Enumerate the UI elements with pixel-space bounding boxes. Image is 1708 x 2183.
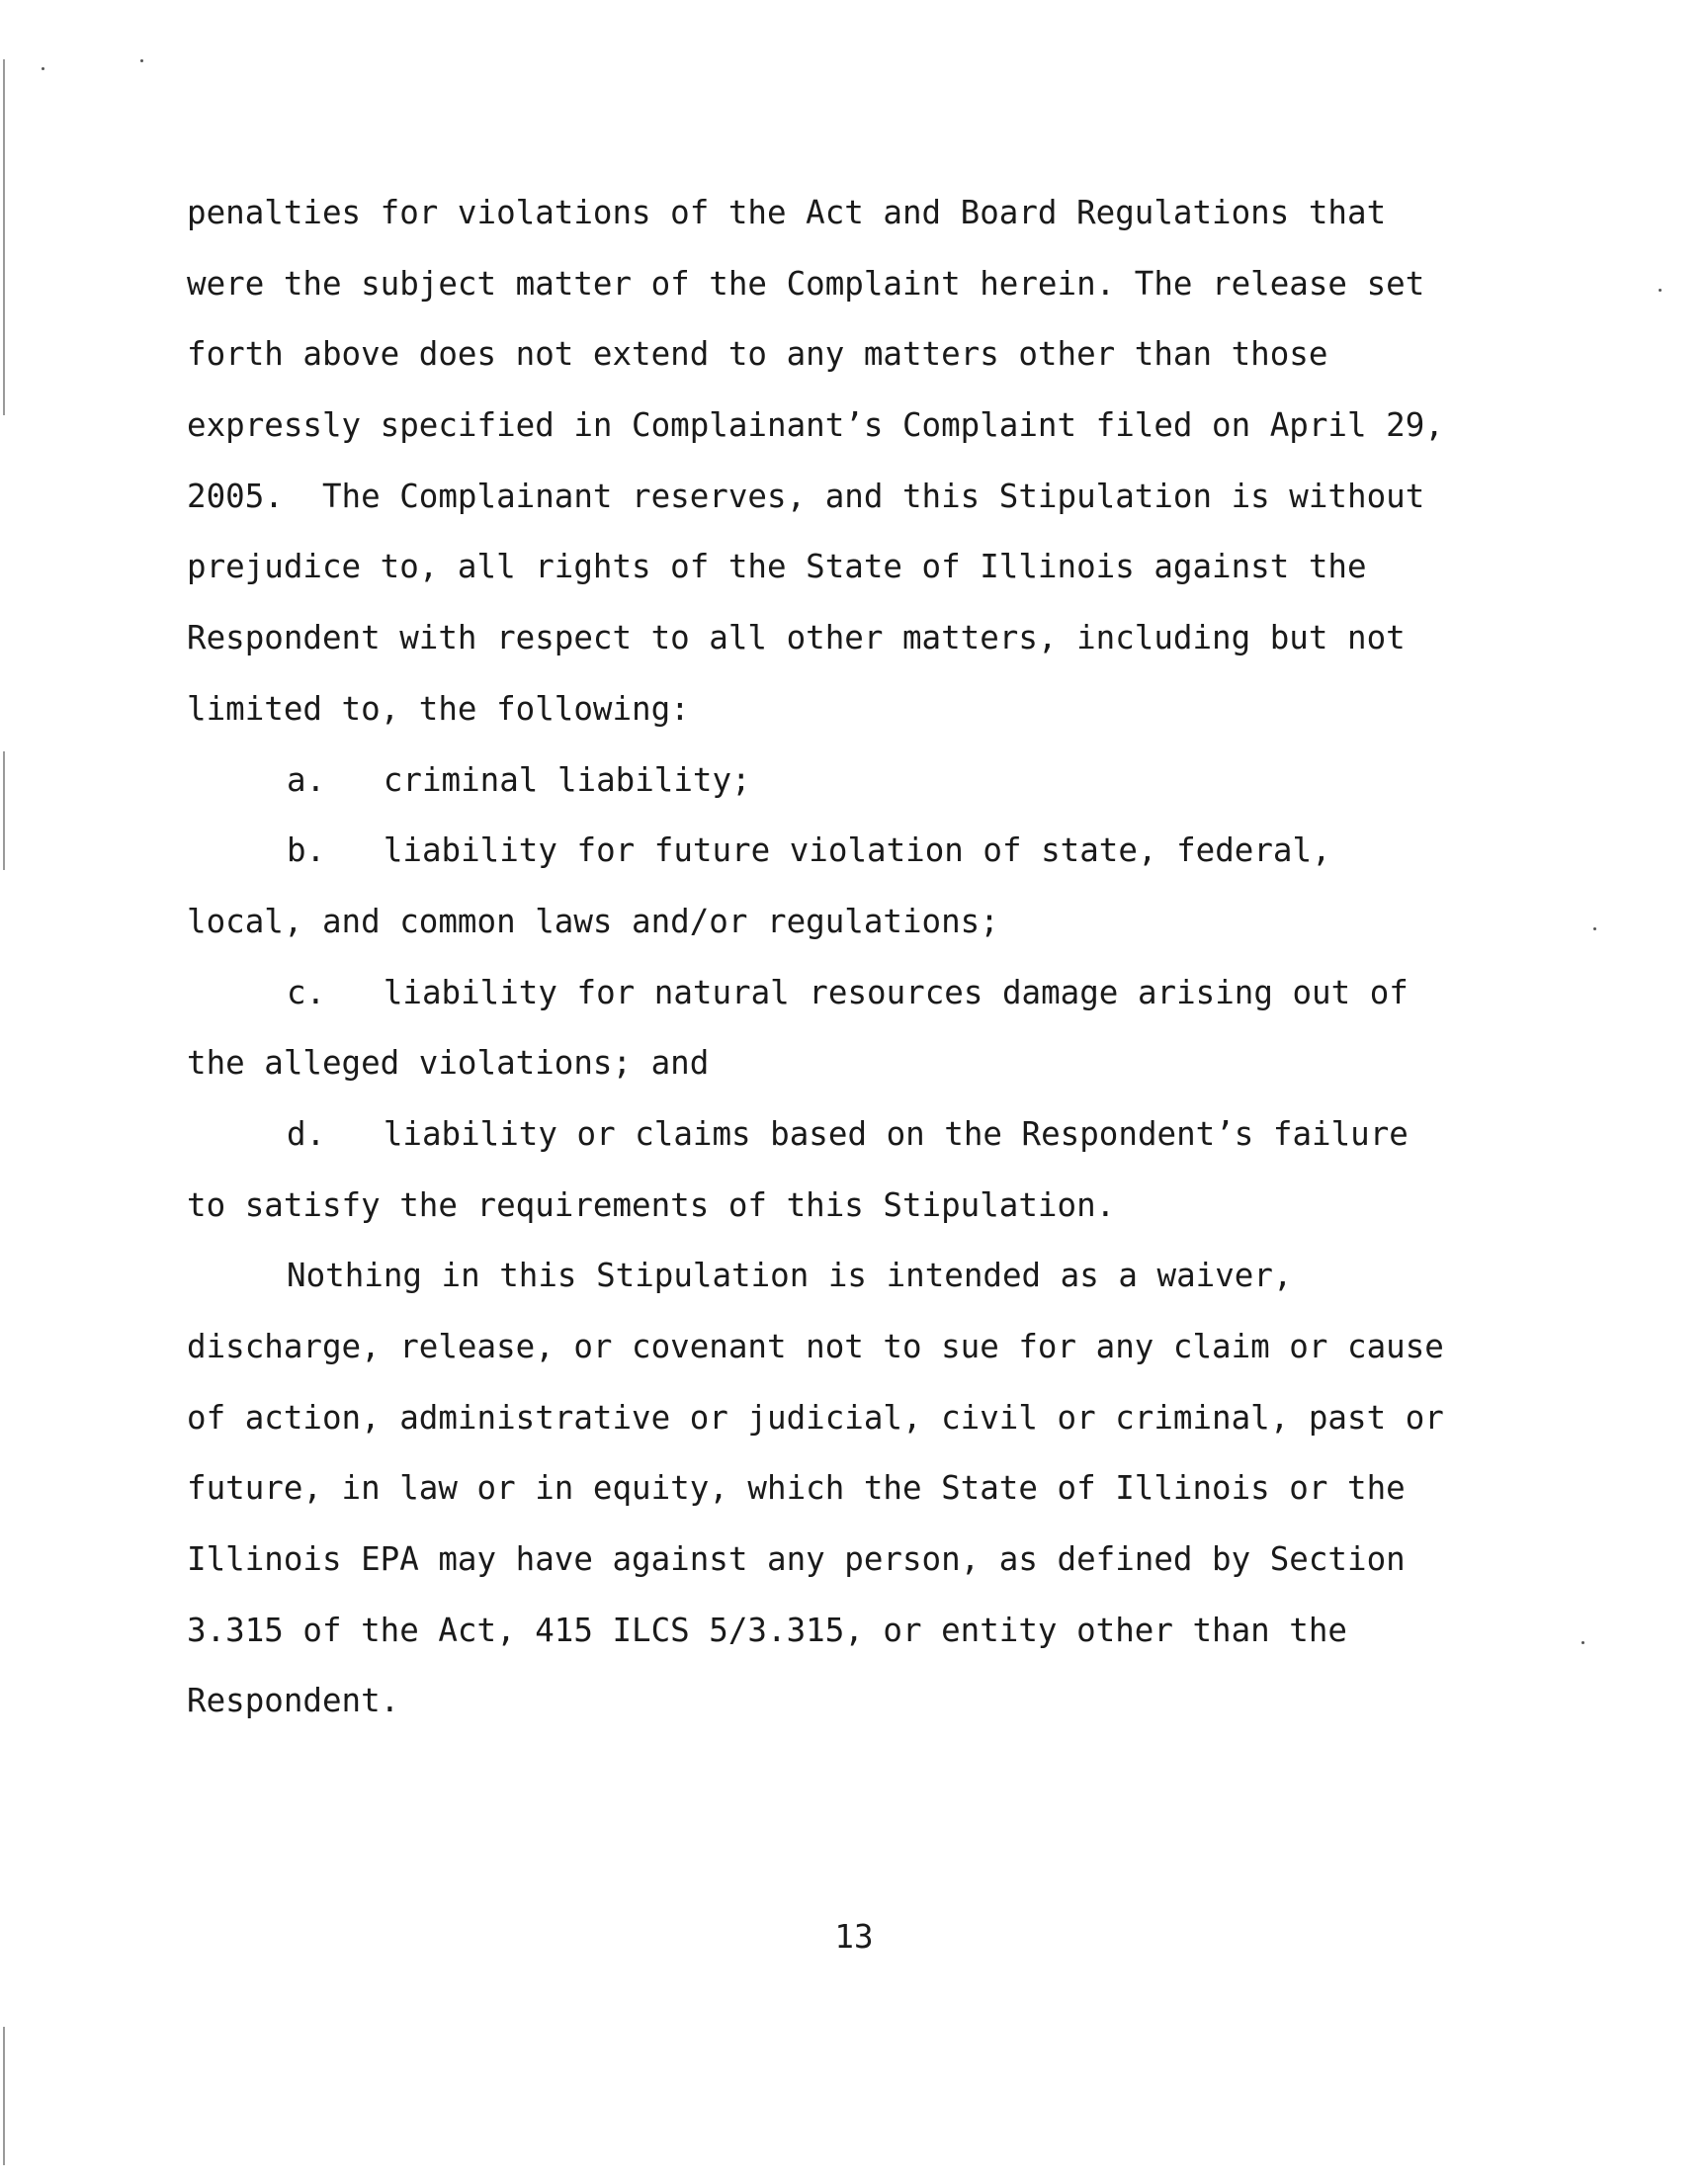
- page-number: 13: [834, 1918, 874, 1956]
- body-line: penalties for violations of the Act and Board Regulations that: [187, 194, 1387, 231]
- list-marker: c.: [287, 973, 326, 1011]
- list-item-text: criminal liability;: [383, 760, 751, 799]
- list-item-text: liability for natural resources damage arising out of: [383, 973, 1409, 1011]
- document-body: [187, 178, 1571, 1737]
- closing-line: 3.315 of the Act, 415 ILCS 5/3.315, or entity other than the: [187, 1611, 1347, 1649]
- scan-speck: [42, 67, 44, 70]
- list-marker: b.: [287, 831, 326, 870]
- list-marker: d.: [287, 1114, 326, 1153]
- list-item-text: liability or claims based on the Respondent’s failure: [383, 1114, 1409, 1153]
- list-marker-gap: [325, 1115, 384, 1153]
- list-item-continuation: the alleged violations; and: [187, 1044, 710, 1083]
- list-marker-gap: [325, 831, 384, 869]
- closing-line: Illinois EPA may have against any person, as defined by Section: [187, 1540, 1406, 1579]
- list-item-c: [187, 958, 1571, 1029]
- scan-edge-line: [3, 751, 5, 870]
- body-line: prejudice to, all rights of the State of Illinois against the: [187, 548, 1367, 586]
- list-item-d: [187, 1099, 1571, 1171]
- scan-speck: [1581, 1641, 1584, 1644]
- scan-speck: [140, 59, 143, 62]
- scan-edge-line: [3, 2027, 5, 2165]
- list-item-continuation: local, and common laws and/or regulations;: [187, 902, 999, 940]
- body-line: 2005. The Complainant reserves, and this Stipulation is without: [187, 477, 1425, 515]
- closing-line: discharge, release, or covenant not to sue for any claim or cause: [187, 1328, 1444, 1365]
- scan-speck: [1659, 289, 1662, 292]
- body-line: expressly specified in Complainant’s Complaint filed on April 29,: [187, 406, 1444, 445]
- body-line: Respondent with respect to all other matters, including but not: [187, 619, 1406, 657]
- closing-line: future, in law or in equity, which the State of Illinois or the: [187, 1469, 1406, 1508]
- list-item-a: [187, 745, 1571, 817]
- body-line: forth above does not extend to any matters other than those: [187, 335, 1328, 374]
- list-item-text: liability for future violation of state, federal,: [383, 831, 1331, 870]
- list-item-b: [187, 816, 1571, 887]
- scan-edge-line: [3, 59, 5, 415]
- closing-line: Respondent.: [187, 1682, 400, 1720]
- list-item-continuation: to satisfy the requirements of this Stipulation.: [187, 1185, 1116, 1224]
- list-marker: a.: [287, 760, 326, 799]
- scan-speck: [1593, 927, 1596, 930]
- closing-line: Nothing in this Stipulation is intended as a waiver,: [287, 1257, 1293, 1295]
- list-marker-gap: [325, 974, 384, 1011]
- list-marker-gap: [325, 761, 384, 799]
- body-line: were the subject matter of the Complaint herein. The release set: [187, 264, 1425, 303]
- closing-line: of action, administrative or judicial, civil or criminal, past or: [187, 1398, 1444, 1437]
- body-line: limited to, the following:: [187, 689, 690, 728]
